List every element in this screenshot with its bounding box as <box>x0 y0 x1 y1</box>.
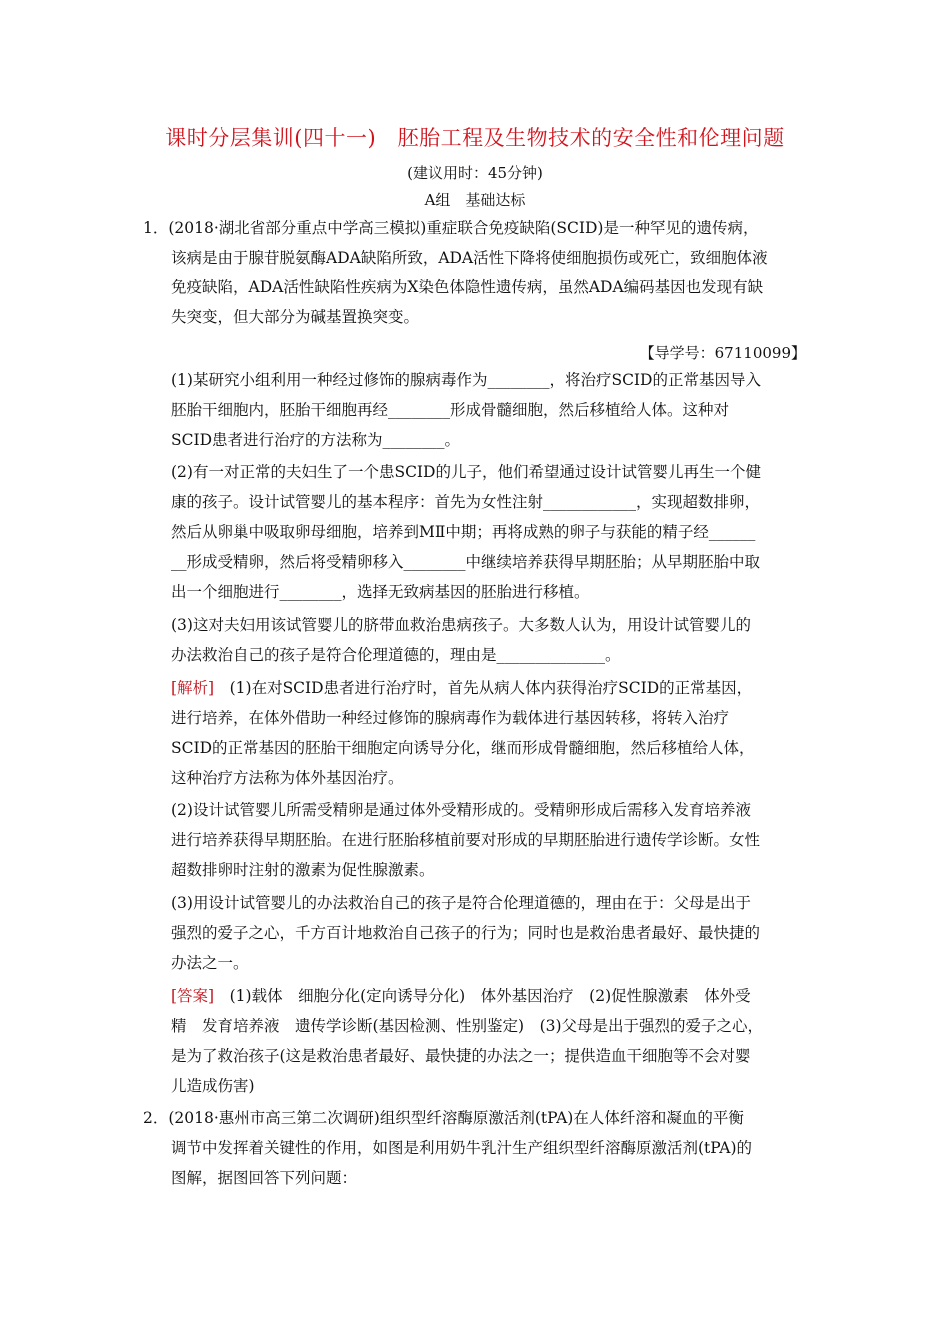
analysis-tag: [解析] <box>171 679 215 697</box>
analysis-3-line-3: 办法之一。 <box>171 954 249 972</box>
q2-line-3: 图解，据图回答下列问题： <box>171 1169 358 1187</box>
q1-sub2-line-4: __形成受精卵，然后将受精卵移入________中继续培养获得早期胚胎；从早期胚胎中取 <box>171 553 761 571</box>
answer-first-text: (1)载体 细胞分化(定向诱导分化) 体外基因治疗 (2)促性腺激素 体外受 <box>214 987 751 1005</box>
guide-number: 【导学号：67110099】 <box>639 344 806 362</box>
q2-line-2: 调节中发挥着关键性的作用，如图是利用奶牛乳汁生产组织型纤溶酶原激活剂(tPA)的 <box>171 1139 753 1157</box>
group-heading: A组 基础达标 <box>424 191 526 209</box>
q1-sub2-line-3: 然后从卵巢中吸取卵母细胞，培养到MⅡ中期；再将成熟的卵子与获能的精子经______ <box>171 523 756 541</box>
q1-sub1-line-1: (1)某研究小组利用一种经过修饰的腺病毒作为________，将治疗SCID的正常基因导入 <box>171 371 761 389</box>
q1-sub2-line-2: 康的孩子。设计试管婴儿的基本程序：首先为女性注射____________，实现超数排卵， <box>171 493 761 511</box>
q1-sub1-line-3: SCID患者进行治疗的方法称为________。 <box>171 431 461 449</box>
q2-line-1: 2．(2018·惠州市高三第二次调研)组织型纤溶酶原激活剂(tPA)在人体纤溶和凝血的平衡 <box>143 1109 744 1127</box>
answer-line-3: 是为了救治孩子(这是救治患者最好、最快捷的办法之一；提供造血干细胞等不会对婴 <box>171 1047 751 1065</box>
analysis-line-1 <box>171 678 752 698</box>
answer-line-2: 精 发育培养液 遗传学诊断(基因检测、性别鉴定) (3)父母是出于强烈的爱子之心， <box>171 1017 764 1035</box>
analysis-line-2: 进行培养，在体外借助一种经过修饰的腺病毒作为载体进行基因转移，将转入治疗 <box>171 709 730 727</box>
answer-line-1 <box>171 986 751 1006</box>
analysis-3-line-1: (3)用设计试管婴儿的办法救治自己的孩子是符合伦理道德的，理由在于：父母是出于 <box>171 894 751 912</box>
analysis-first-text: (1)在对SCID患者进行治疗时，首先从病人体内获得治疗SCID的正常基因， <box>214 679 753 697</box>
q1-line-3: 免疫缺陷，ADA活性缺陷性疾病为X染色体隐性遗传病，虽然ADA编码基因也发现有缺 <box>171 278 764 296</box>
analysis-3-line-2: 强烈的爱子之心，千方百计地救治自己孩子的行为；同时也是救治患者最好、最快捷的 <box>171 924 761 942</box>
q1-sub1-line-2: 胚胎干细胞内，胚胎干细胞再经________形成骨髓细胞，然后移植给人体。这种对 <box>171 401 730 419</box>
q1-line-4: 失突变，但大部分为碱基置换突变。 <box>171 308 420 326</box>
q1-line-1: 1．(2018·湖北省部分重点中学高三模拟)重症联合免疫缺陷(SCID)是一种罕见的遗传病， <box>143 219 759 237</box>
analysis-line-3: SCID的正常基因的胚胎干细胞定向诱导分化，继而形成骨髓细胞，然后移植给人体， <box>171 739 755 757</box>
analysis-2-line-1: (2)设计试管婴儿所需受精卵是通过体外受精形成的。受精卵形成后需移入发育培养液 <box>171 801 751 819</box>
answer-line-4: 儿造成伤害) <box>171 1077 255 1095</box>
q1-sub3-line-2: 办法救治自己的孩子是符合伦理道德的，理由是______________。 <box>171 646 621 664</box>
page-title: 课时分层集训(四十一) 胚胎工程及生物技术的安全性和伦理问题 <box>165 126 785 150</box>
analysis-2-line-2: 进行培养获得早期胚胎。在进行胚胎移植前要对形成的早期胚胎进行遗传学诊断。女性 <box>171 831 761 849</box>
q1-sub2-line-5: 出一个细胞进行________，选择无致病基因的胚胎进行移植。 <box>171 583 590 601</box>
answer-tag: [答案] <box>171 987 215 1005</box>
analysis-line-4: 这种治疗方法称为体外基因治疗。 <box>171 769 404 787</box>
time-hint: (建议用时：45分钟) <box>407 164 543 182</box>
analysis-2-line-3: 超数排卵时注射的激素为促性腺激素。 <box>171 861 435 879</box>
q1-line-2: 该病是由于腺苷脱氨酶ADA缺陷所致，ADA活性下降将使细胞损伤或死亡，致细胞体液 <box>171 249 768 267</box>
q1-sub2-line-1: (2)有一对正常的夫妇生了一个患SCID的儿子，他们希望通过设计试管婴儿再生一个健 <box>171 463 761 481</box>
q1-sub3-line-1: (3)这对夫妇用该试管婴儿的脐带血救治患病孩子。大多数人认为，用设计试管婴儿的 <box>171 616 751 634</box>
